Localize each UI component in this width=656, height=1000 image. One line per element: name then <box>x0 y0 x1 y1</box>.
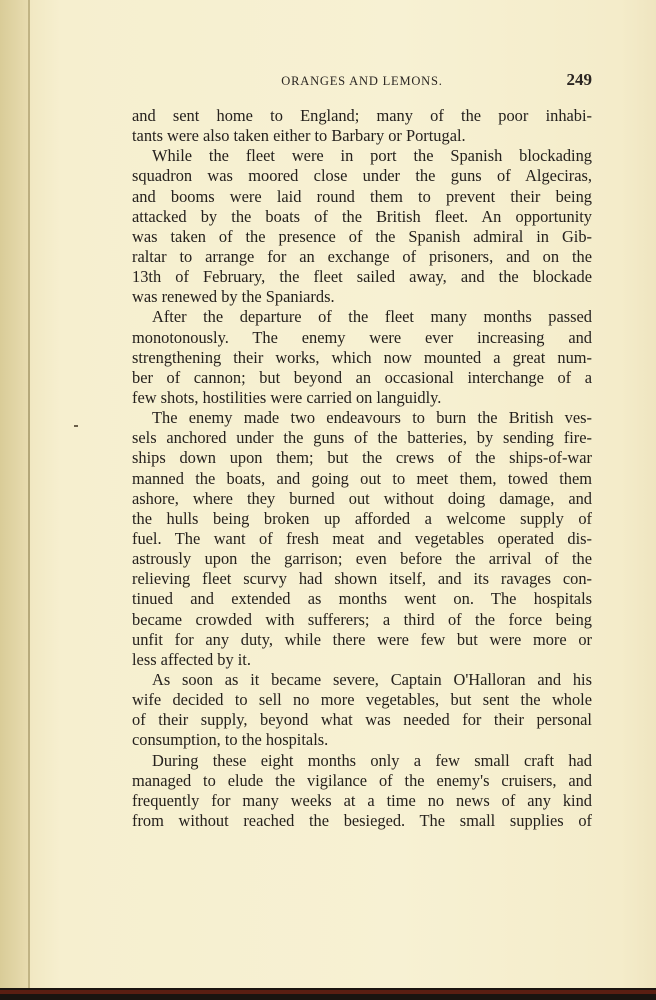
text-line: frequently for many weeks at a time no news of any kind <box>132 790 592 810</box>
page-number: 249 <box>566 70 592 89</box>
text-line: wife decided to sell no more vegetables, but sent the whole <box>132 690 592 710</box>
text-line: ships down upon them; but the crews of the ships-of-war <box>132 448 592 468</box>
text-line: While the fleet were in port the Spanish blockading <box>152 146 592 166</box>
text-line: relieving fleet scurvy had shown itself, and its ravages con- <box>132 569 592 589</box>
text-line: ber of cannon; but beyond an occasional interchange of a <box>132 367 592 387</box>
text-line: unfit for any duty, while there were few but were more or <box>132 629 592 649</box>
text-line: The enemy made two endeavours to burn the British ves- <box>152 408 592 428</box>
text-line: strengthening their works, which now mounted a great num- <box>132 347 592 367</box>
text-line: 13th of February, the fleet sailed away, and the blockade <box>132 267 592 287</box>
page-gutter <box>0 0 28 1000</box>
text-line: raltar to arrange for an exchange of prisoners, and on the <box>132 246 592 266</box>
text-line: manned the boats, and going out to meet them, towed them <box>132 468 592 488</box>
page-header <box>132 70 592 94</box>
page-bottom-edge-red <box>0 990 656 994</box>
text-line: During these eight months only a few small craft had <box>152 750 592 770</box>
text-line: consumption, to the hospitals. <box>132 730 329 750</box>
text-line: monotonously. The enemy were ever increasing and <box>132 327 592 347</box>
text-line: the hulls being broken up afforded a welcome supply of <box>132 508 592 528</box>
text-line: of their supply, beyond what was needed for their personal <box>132 710 592 730</box>
text-line: astrously upon the garrison; even before the arrival of the <box>132 549 592 569</box>
text-line: was renewed by the Spaniards. <box>132 287 335 307</box>
text-line: sels anchored under the guns of the batteries, by sending fire- <box>132 428 592 448</box>
text-line: few shots, hostilities were carried on languidly. <box>132 387 442 407</box>
text-line: tinued and extended as months went on. The hospitals <box>132 589 592 609</box>
text-line: became crowded with sufferers; a third of the force being <box>132 609 592 629</box>
text-line: and sent home to England; many of the poor inhabi- <box>132 106 592 125</box>
binding-edge <box>28 0 30 990</box>
text-line: As soon as it became severe, Captain O'Halloran and his <box>152 669 592 689</box>
text-line: squadron was moored close under the guns of Algeciras, <box>132 166 592 186</box>
text-line: from without reached the besieged. The small supplies of <box>132 810 592 830</box>
text-line: fuel. The want of fresh meat and vegetables operated dis- <box>132 528 592 548</box>
text-line: was taken of the presence of the Spanish admiral in Gib- <box>132 226 592 246</box>
running-title: ORANGES AND LEMONS. <box>281 74 443 88</box>
text-line: managed to elude the vigilance of the enemy's cruisers, and <box>132 770 592 790</box>
text-line: tants were also taken either to Barbary or Portugal. <box>132 126 466 146</box>
body-text <box>132 106 592 831</box>
text-line: and booms were laid round them to prevent their being <box>132 186 592 206</box>
text-line: ashore, where they burned out without doing damage, and <box>132 488 592 508</box>
text-line: After the departure of the fleet many months passed <box>152 307 592 327</box>
text-line: less affected by it. <box>132 649 251 669</box>
text-line: attacked by the boats of the British fleet. An opportunity <box>132 206 592 226</box>
margin-mark <box>74 425 78 427</box>
